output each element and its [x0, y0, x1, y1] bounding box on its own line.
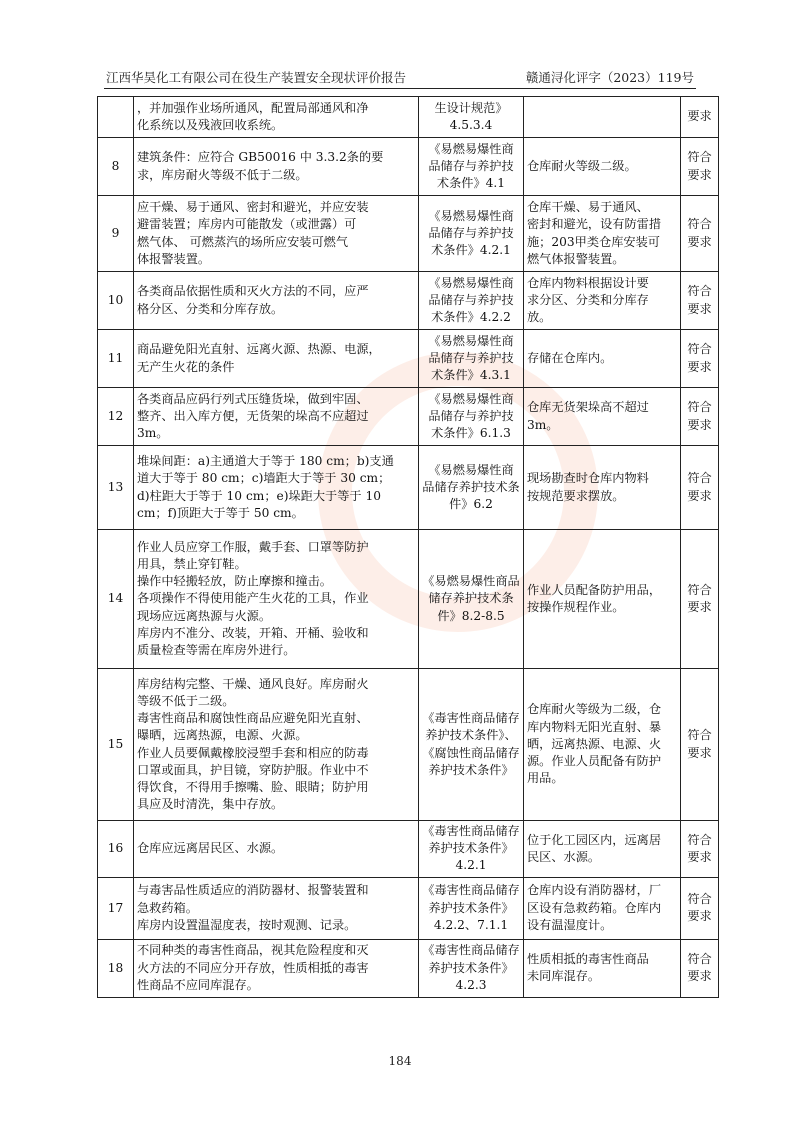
cell-line: 急救药箱。 — [137, 900, 198, 915]
result-cell — [681, 272, 719, 330]
cell-line: 养护技术条件》 — [428, 900, 514, 915]
cell-line: 要求 — [687, 167, 712, 182]
cell-line: 术条件》4.2.1 — [431, 243, 511, 258]
result-cell — [681, 530, 719, 669]
cell-line: 整齐、出入库方便，无货架的垛高不应超过 — [137, 408, 369, 423]
cell-line: 民区、水源。 — [527, 849, 601, 864]
status-cell — [524, 97, 681, 138]
cell-line: 符合 — [687, 832, 712, 847]
table-row — [98, 138, 719, 196]
cell-line: 现场勘查时仓库内物料 — [527, 471, 649, 486]
cell-line: 位于化工园区内，远离居 — [527, 832, 662, 847]
requirement-cell — [134, 388, 419, 446]
cell-line: 火方法的不同应分开存放，性质相抵的毒害 — [137, 960, 369, 975]
table-row — [98, 939, 719, 997]
status-cell — [524, 939, 681, 997]
cell-line: ，并加强作业场所通风，配置局部通风和净 — [137, 100, 369, 115]
cell-line: 术条件》4.1 — [436, 176, 506, 191]
cell-line: 符合 — [687, 582, 712, 597]
status-cell — [524, 446, 681, 530]
row-number-cell: 15 — [98, 669, 134, 821]
cell-line: 《易燃易爆性商 — [428, 141, 514, 156]
basis-cell — [419, 97, 524, 138]
row-number-cell: 14 — [98, 530, 134, 669]
cell-line: 用具，禁止穿钉鞋。 — [137, 556, 247, 571]
page-number: 184 — [388, 1054, 412, 1068]
cell-line: 性商品不应同库混存。 — [137, 977, 259, 992]
cell-line: 件》8.2-8.5 — [437, 608, 505, 623]
row-number-cell: 17 — [98, 877, 134, 939]
cell-line: 养护技术条件》、 — [425, 728, 517, 743]
row-number-cell: 18 — [98, 939, 134, 997]
cell-line: 要求 — [687, 301, 712, 316]
table-row — [98, 877, 719, 939]
cell-line: 燃气体报警装置。 — [527, 251, 625, 266]
cell-line: 化系统以及残液回收系统。 — [137, 118, 284, 132]
status-cell — [524, 669, 681, 821]
cell-line: 要求 — [687, 745, 712, 760]
cell-line: 《毒害性商品储存 — [422, 711, 520, 726]
cell-line: 符合 — [687, 951, 712, 966]
cell-line: 符合 — [687, 150, 712, 165]
cell-line: 作业人员配备防护用品， — [527, 582, 662, 597]
requirement-cell — [134, 530, 419, 669]
requirement-cell — [134, 939, 419, 997]
cell-line: 件》6.2 — [449, 497, 493, 512]
cell-line: 设有温湿度计。 — [527, 917, 613, 932]
result-cell — [681, 388, 719, 446]
requirement-cell — [134, 272, 419, 330]
cell-line: 操作中轻搬轻放，防止摩擦和撞击。 — [137, 574, 332, 589]
requirement-cell — [134, 138, 419, 196]
cell-line: 曝晒，远离热源，电源、火源。 — [137, 728, 308, 743]
result-cell — [681, 138, 719, 196]
requirement-cell — [134, 669, 419, 821]
cell-line: 避雷装置；库房内可能散发（或泄露）可 — [137, 217, 357, 232]
row-number-cell: 11 — [98, 330, 134, 388]
cell-line: 术条件》4.2.2 — [431, 310, 511, 325]
cell-line: 体报警装置。 — [137, 251, 211, 266]
cell-line: 仓库内设有消防器材，厂 — [527, 883, 662, 898]
cell-line: cm；f)顶距大于等于 50 cm。 — [137, 505, 304, 520]
cell-line: 各类商品应码行列式压缝货垛，做到牢固、 — [137, 391, 369, 406]
cell-line: 仓库耐火等级二级。 — [527, 158, 637, 173]
cell-line: 品储存与养护技 — [428, 292, 514, 307]
cell-line: 符合 — [687, 400, 712, 415]
cell-line: 符合 — [687, 891, 712, 906]
cell-line: 库房结构完整、干燥、通风良好。库房耐火 — [137, 676, 369, 691]
cell-line: 《毒害性商品储存 — [422, 824, 520, 838]
row-number-cell: 12 — [98, 388, 134, 446]
cell-line: 要求 — [687, 909, 712, 924]
cell-line: 品储存与养护技 — [428, 350, 514, 365]
requirement-cell — [134, 821, 419, 878]
cell-line: 符合 — [687, 342, 712, 357]
basis-cell — [419, 821, 524, 878]
cell-line: 《易燃易爆性商 — [428, 208, 514, 223]
cell-line: 按操作规程作业。 — [527, 600, 625, 614]
result-cell — [681, 97, 719, 138]
cell-line: d)柱距大于等于 10 cm；e)垛距大于等于 10 — [137, 488, 381, 503]
cell-line: 要求 — [687, 600, 712, 614]
cell-line: 3m。 — [137, 426, 169, 441]
cell-line: 放。 — [527, 310, 552, 325]
cell-line: 区设有急救药箱。仓库内 — [527, 900, 662, 915]
cell-line: 符合 — [687, 217, 712, 232]
cell-line: 各项操作不得使用能产生火花的工具，作业 — [137, 591, 369, 606]
cell-line: 4.2.2、7.1.1 — [433, 917, 509, 932]
status-cell — [524, 530, 681, 669]
status-cell — [524, 330, 681, 388]
cell-line: 用品。 — [527, 771, 564, 786]
status-cell — [524, 821, 681, 878]
basis-cell — [419, 939, 524, 997]
cell-line: 术条件》6.1.3 — [431, 426, 511, 441]
cell-line: 《易燃易爆性商 — [428, 333, 514, 348]
cell-line: 堆垛间距：a)主通道大于等于 180 cm；b)支通 — [137, 454, 394, 469]
cell-line: 《易燃易爆性商 — [428, 391, 514, 406]
cell-line: 要求 — [687, 969, 712, 984]
result-cell — [681, 669, 719, 821]
cell-line: 现场应远离热源与火源。 — [137, 608, 272, 623]
requirement-cell — [134, 446, 419, 530]
table-row — [98, 669, 719, 821]
basis-cell — [419, 388, 524, 446]
cell-line: 毒害性商品和腐蚀性商品应避免阳光直射、 — [137, 711, 369, 726]
cell-line: 品储存与养护技 — [428, 158, 514, 173]
cell-line: 燃气体、 可燃蒸汽的场所应安装可燃气 — [137, 234, 349, 249]
basis-cell — [419, 669, 524, 821]
cell-line: 密封和避光，设有防雷措 — [527, 217, 662, 232]
table-row — [98, 821, 719, 878]
status-cell — [524, 196, 681, 272]
status-cell — [524, 388, 681, 446]
cell-line: 作业人员应穿工作服，戴手套、口罩等防护 — [137, 539, 369, 554]
cell-line: 等级不低于二级。 — [137, 693, 235, 708]
cell-line: 商品避免阳光直射、远离火源、热源、电源， — [137, 342, 381, 357]
cell-line: 未同库混存。 — [527, 969, 601, 984]
row-number-cell: 9 — [98, 196, 134, 272]
cell-line: 仓库无货架垛高不超过 — [527, 400, 649, 415]
table-row — [98, 272, 719, 330]
requirement-cell — [134, 196, 419, 272]
table-row — [98, 196, 719, 272]
row-number-cell: 10 — [98, 272, 134, 330]
basis-cell — [419, 877, 524, 939]
cell-line: 品储存与养护技 — [428, 408, 514, 423]
cell-line: 仓库干燥、易于通风、 — [527, 200, 649, 215]
cell-line: 求，库房耐火等级不低于二级。 — [137, 167, 308, 182]
result-cell — [681, 446, 719, 530]
cell-line: 术条件》4.3.1 — [431, 368, 511, 383]
cell-line: 仓库内物料根据设计要 — [527, 275, 649, 290]
result-cell — [681, 821, 719, 878]
cell-line: 口罩或面具，护目镜，穿防护服。作业中不 — [137, 762, 369, 777]
cell-line: 建筑条件：应符合 GB50016 中 3.3.2条的要 — [137, 150, 384, 165]
basis-cell — [419, 530, 524, 669]
cell-line: 格分区、分类和分库存放。 — [137, 301, 284, 316]
table-row — [98, 446, 719, 530]
cell-line: 仓库耐火等级为二级，仓 — [527, 702, 662, 717]
cell-line: 品储存与养护技 — [428, 225, 514, 240]
cell-line: 4.5.3.4 — [449, 118, 493, 132]
row-number-cell: 16 — [98, 821, 134, 878]
cell-line: 《毒害性商品储存 — [422, 943, 520, 958]
cell-line: 源。作业人员配备有防护 — [527, 754, 662, 769]
cell-line: 要求 — [687, 488, 712, 503]
cell-line: 《腐蚀性商品储存 — [422, 745, 520, 760]
page-footer — [0, 1054, 800, 1068]
cell-line: 养护技术条件》 — [428, 841, 514, 856]
requirement-cell — [134, 330, 419, 388]
cell-line: 生设计规范》 — [434, 100, 508, 115]
requirement-cell — [134, 877, 419, 939]
cell-line: 应干燥、易于通风、密封和避光，并应安装 — [137, 200, 369, 215]
basis-cell — [419, 446, 524, 530]
cell-line: 符合 — [687, 728, 712, 743]
basis-cell — [419, 272, 524, 330]
cell-line: 具应及时清洗，集中存放。 — [137, 797, 284, 812]
cell-line: 仓库应远离居民区、水源。 — [137, 841, 284, 856]
cell-line: 养护技术条件》 — [428, 960, 514, 975]
cell-line: 《易燃易爆性商 — [428, 275, 514, 290]
table-row — [98, 388, 719, 446]
basis-cell — [419, 330, 524, 388]
table-row — [98, 97, 719, 138]
row-number-cell: 8 — [98, 138, 134, 196]
result-cell — [681, 330, 719, 388]
cell-line: 得饮食，不得用手擦嘴、脸、眼睛；防护用 — [137, 779, 369, 794]
basis-cell — [419, 138, 524, 196]
table-row — [98, 330, 719, 388]
status-cell — [524, 272, 681, 330]
cell-line: 符合 — [687, 471, 712, 486]
cell-line: 养护技术条件》 — [428, 762, 514, 777]
cell-line: 品储存养护技术条 — [422, 479, 520, 494]
row-number-cell: 13 — [98, 446, 134, 530]
header-report-title: 江西华昊化工有限公司在役生产装置安全现状评价报告 — [106, 70, 407, 85]
result-cell — [681, 196, 719, 272]
cell-line: 性质相抵的毒害性商品 — [527, 951, 649, 966]
page-header — [104, 66, 696, 88]
cell-line: 与毒害品性质适应的消防器材、报警装置和 — [137, 883, 369, 898]
cell-line: 质量检查等需在库房外进行。 — [137, 643, 296, 657]
cell-line: 要求 — [687, 849, 712, 864]
header-divider — [104, 88, 696, 89]
cell-line: 《毒害性商品储存 — [422, 883, 520, 898]
cell-line: 无产生火花的条件 — [137, 359, 235, 374]
cell-line: 4.2.3 — [455, 977, 487, 992]
evaluation-table — [97, 96, 719, 998]
cell-line: 按规范要求摆放。 — [527, 488, 625, 503]
cell-line: 晒，远离热源、电源、火 — [527, 736, 662, 751]
status-cell — [524, 877, 681, 939]
cell-line: 储存养护技术条 — [428, 591, 514, 606]
header-report-number: 赣通浔化评字（2023）119号 — [525, 70, 694, 85]
cell-line: 要求 — [687, 234, 712, 249]
cell-line: 各类商品依据性质和灭火方法的不同，应严 — [137, 284, 369, 299]
cell-line: 存储在仓库内。 — [527, 350, 613, 365]
cell-line: 不同种类的毒害性商品，视其危险程度和灭 — [137, 943, 369, 958]
cell-line: 库房内设置温湿度表，按时观测、记录。 — [137, 917, 357, 932]
status-cell — [524, 138, 681, 196]
cell-line: 施；203甲类仓库安装可 — [527, 234, 660, 249]
evaluation-table-body — [98, 97, 719, 998]
cell-line: 要求 — [687, 109, 712, 124]
cell-line: 道大于等于 80 cm；c)墙距大于等于 30 cm； — [137, 471, 391, 486]
cell-line: 要求 — [687, 359, 712, 374]
cell-line: 符合 — [687, 284, 712, 299]
result-cell — [681, 939, 719, 997]
basis-cell — [419, 196, 524, 272]
cell-line: 3m。 — [527, 417, 559, 432]
cell-line: 库内物料无阳光直射、暴 — [527, 719, 662, 734]
cell-line: 《易燃易爆性商品 — [422, 574, 520, 589]
result-cell — [681, 877, 719, 939]
requirement-cell — [134, 97, 419, 138]
cell-line: 《易燃易爆性商 — [428, 462, 514, 477]
row-number-cell — [98, 97, 134, 138]
table-row — [98, 530, 719, 669]
cell-line: 要求 — [687, 417, 712, 432]
cell-line: 库房内不准分、改装，开箱、开桶、验收和 — [137, 625, 369, 640]
cell-line: 作业人员要佩戴橡胶浸塑手套和相应的防毒 — [137, 745, 369, 760]
cell-line: 求分区、分类和分库存 — [527, 292, 649, 307]
cell-line: 4.2.1 — [455, 858, 487, 873]
